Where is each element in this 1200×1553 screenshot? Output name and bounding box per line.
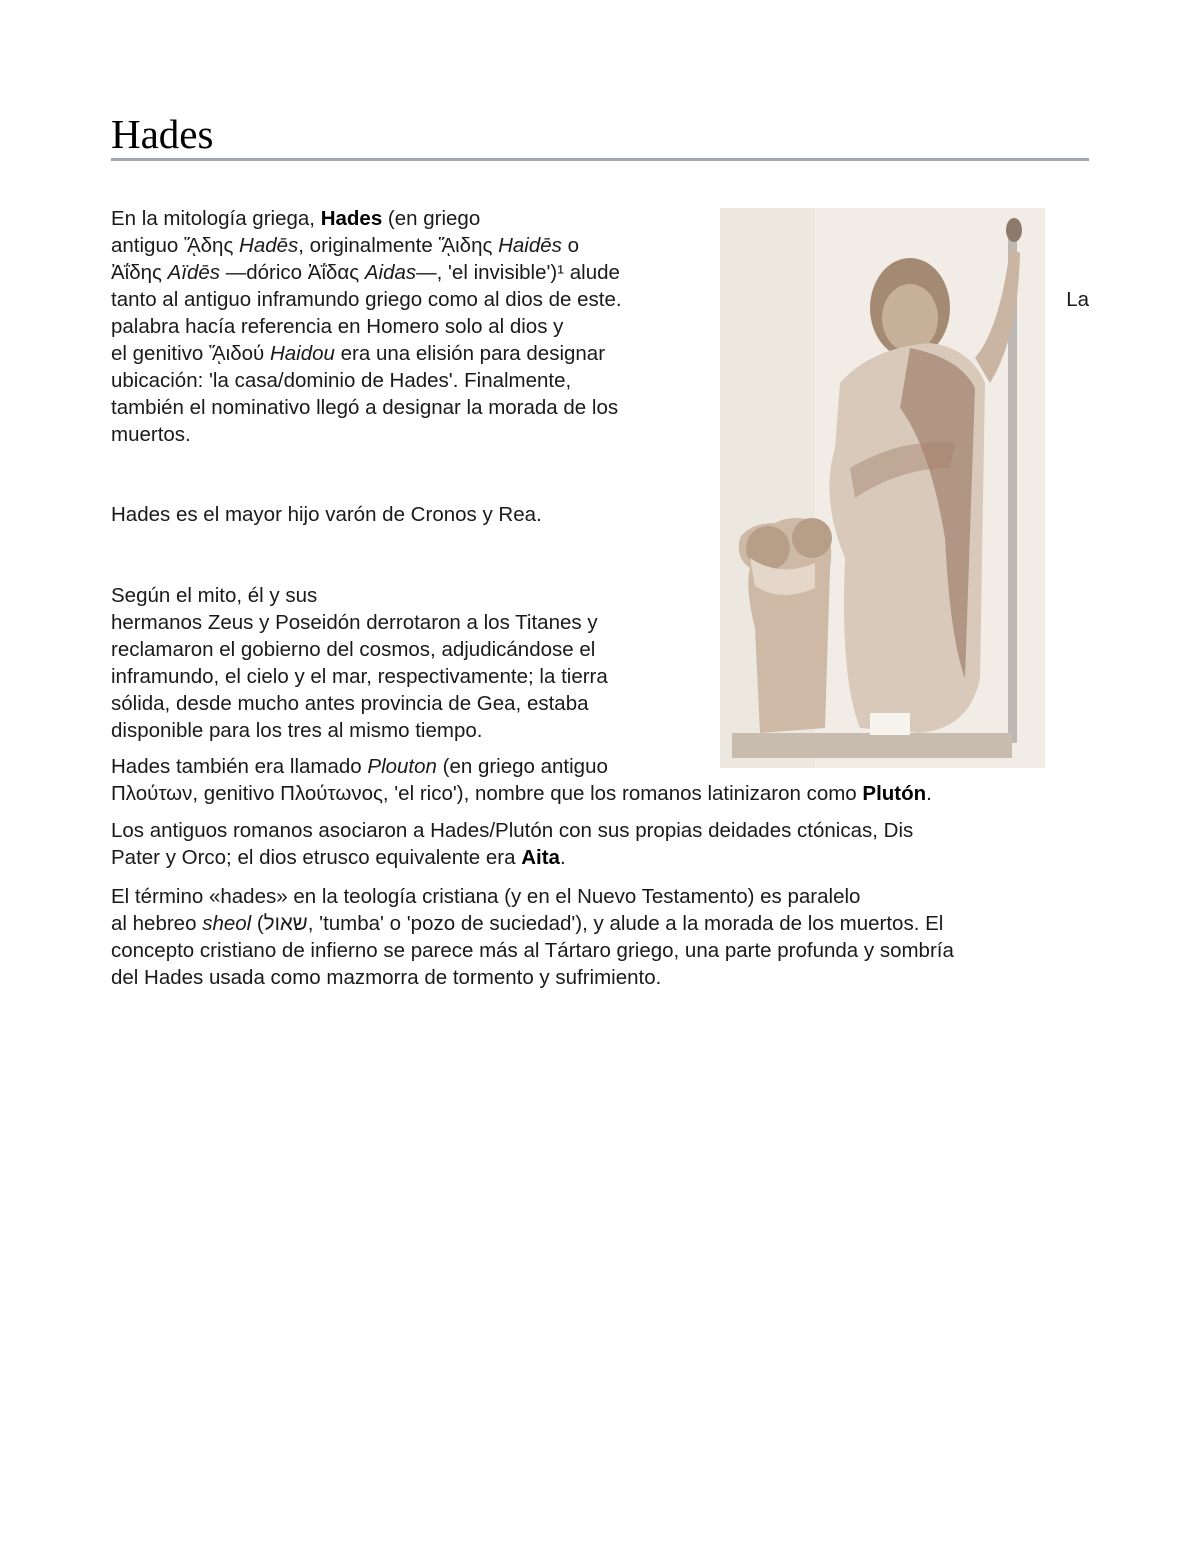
intro-line-8: también el nominativo llegó a designar la morada de los <box>111 396 619 419</box>
myth-paragraph: Según el mito, él y sus hermanos Zeus y Poseidón derrotaron a los Titanes y reclamaron el gobierno del cosmos, adjudicándose el inframundo, el cielo y el mar, respectivamente; la tierra sólida, desde mucho antes provincia de Gea, estaba disponible para los tres al mismo tiempo. <box>111 584 608 742</box>
intro-line-2: antiguo ᾍδης Hadēs, originalmente ᾍιδης Haidēs o <box>111 234 579 257</box>
statue-image-icon <box>720 208 1045 768</box>
aita-bold: Aita <box>521 846 560 869</box>
intro-paragraph <box>111 205 711 448</box>
hades-bold: Hades <box>320 207 383 230</box>
intro-line-1: En la mitología griega, Hades (en griego <box>111 207 481 230</box>
intro-line-9: muertos. <box>111 423 191 446</box>
hades-statue-figure <box>720 208 1045 768</box>
intro-line-6: el genitivo ᾍιδού Haidou era una elisión para designar <box>111 342 606 365</box>
pluton-bold: Plutón <box>862 782 927 805</box>
intro-line-7: ubicación: 'la casa/dominio de Hades'. Finalmente, <box>111 369 572 392</box>
plouton-paragraph: Hades también era llamado Plouton (en griego antiguo Πλούτων, genitivo Πλούτωνος, 'el rico'), nombre que los romanos latinizaron como Plutón. <box>111 755 932 805</box>
document-page <box>111 108 1089 989</box>
christian-paragraph: El término «hades» en la teología cristiana (y en el Nuevo Testamento) es paralelo al hebreo sheol (שאול, 'tumba' o 'pozo de suciedad'), y alude a la morada de los muertos. El concepto cristiano de infierno se parece más al Tártaro griego, una parte profunda y sombría del Hades usada como mazmorra de tormento y sufrimiento. <box>111 885 954 989</box>
title-divider <box>111 158 1089 161</box>
intro-line-4: tanto al antiguo inframundo griego como al dios de este. <box>111 288 622 311</box>
page-title: Hades <box>111 111 214 157</box>
intro-line-4-overflow: La <box>1066 288 1089 311</box>
intro-line-5: palabra hacía referencia en Homero solo al dios y <box>111 315 564 338</box>
romans-paragraph: Los antiguos romanos asociaron a Hades/Plutón con sus propias deidades ctónicas, Dis Pater y Orco; el dios etrusco equivalente era Aita. <box>111 819 914 869</box>
intro-line-3: Ἀΐδης Aïdēs —dórico Ἀΐδας Aidas—, 'el invisible')¹ alude <box>111 261 620 284</box>
parentage-paragraph: Hades es el mayor hijo varón de Cronos y Rea. <box>111 503 542 526</box>
